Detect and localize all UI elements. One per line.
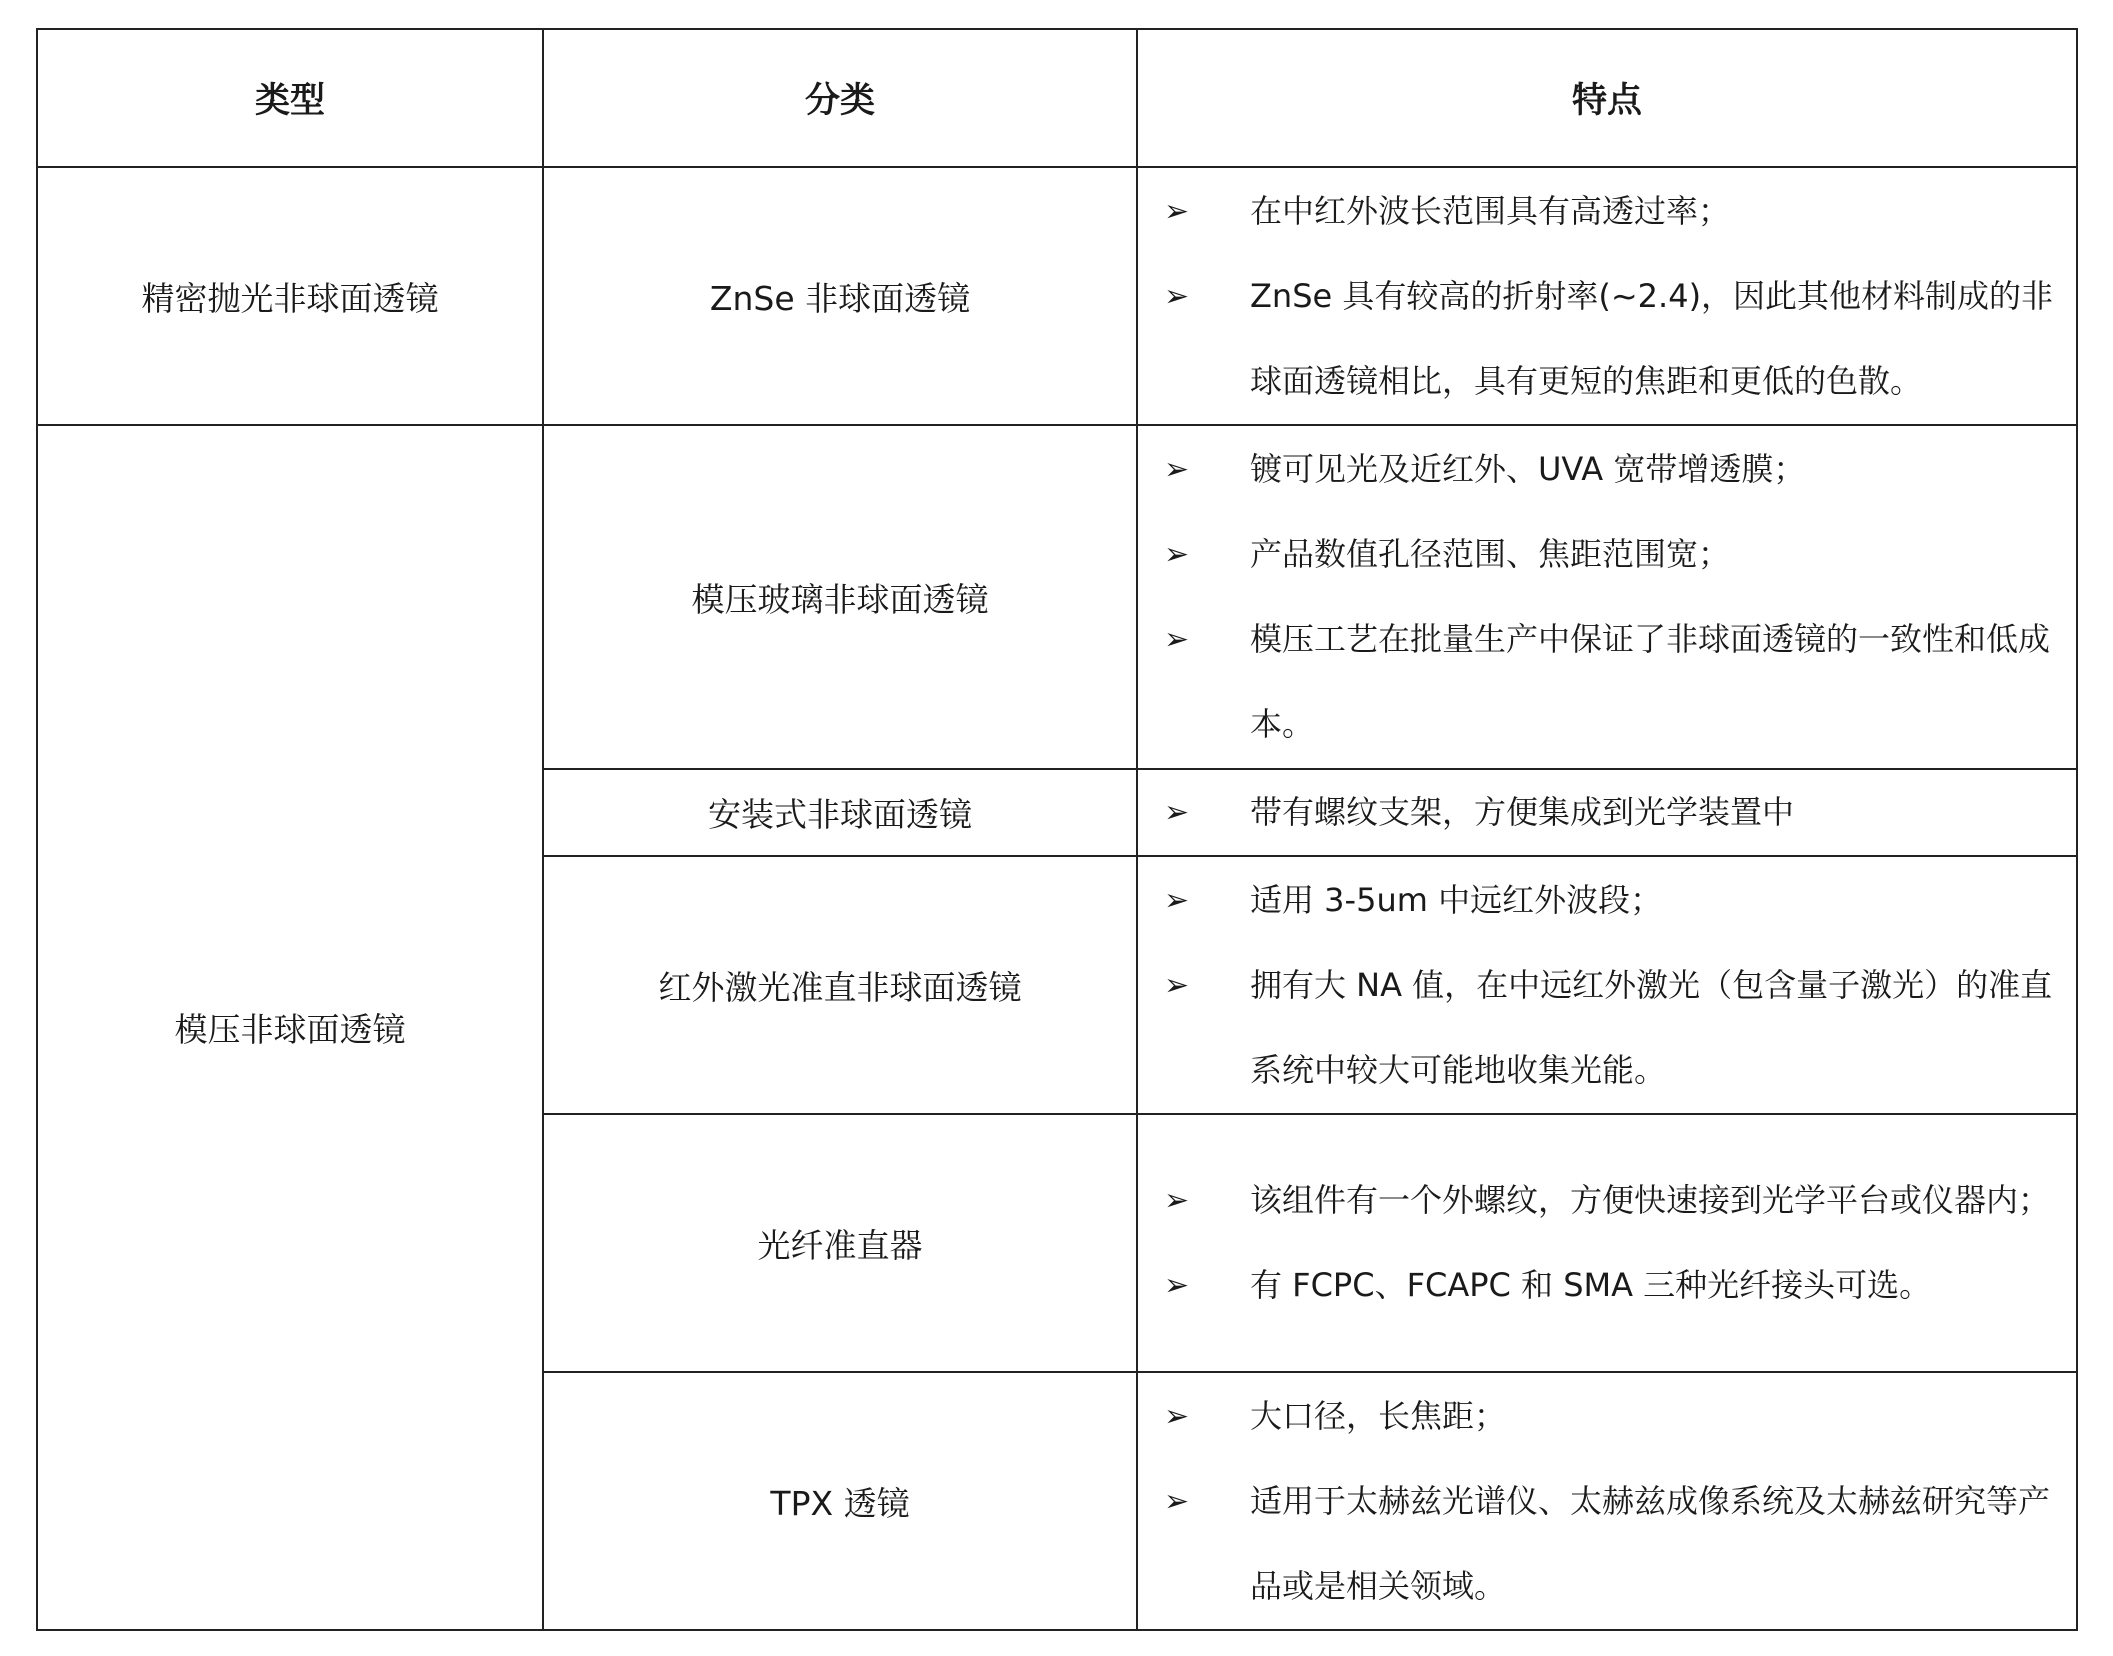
- feature-item: ➢ 适用于太赫兹光谱仪、太赫兹成像系统及太赫兹研究等产品或是相关领域。: [1164, 1459, 2066, 1629]
- type-cell: 精密抛光非球面透镜: [37, 167, 543, 425]
- arrow-bullet-icon: ➢: [1164, 1268, 1190, 1303]
- type-cell: 模压非球面透镜: [37, 425, 543, 1630]
- feature-item: ➢ 大口径，长焦距；: [1164, 1374, 2066, 1459]
- feature-item: ➢ 适用 3-5um 中远红外波段；: [1164, 858, 2066, 943]
- category-cell: TPX 透镜: [543, 1372, 1137, 1630]
- arrow-bullet-icon: ➢: [1164, 278, 1190, 314]
- header-type: 类型: [37, 29, 543, 167]
- arrow-bullet-icon: ➢: [1164, 1483, 1190, 1519]
- table-row: [37, 425, 2077, 769]
- header-features: 特点: [1137, 29, 2077, 167]
- features-cell: [1137, 167, 2077, 425]
- arrow-bullet-icon: ➢: [1164, 452, 1190, 487]
- arrow-bullet-icon: ➢: [1164, 795, 1190, 830]
- feature-item: ➢ 镀可见光及近红外、UVA 宽带增透膜；: [1164, 427, 2066, 512]
- category-cell: 光纤准直器: [543, 1114, 1137, 1372]
- feature-item: ➢ 该组件有一个外螺纹，方便快速接到光学平台或仪器内；: [1164, 1158, 2066, 1243]
- feature-item: ➢ 拥有大 NA 值，在中远红外激光（包含量子激光）的准直系统中较大可能地收集光能。: [1164, 943, 2066, 1113]
- feature-item: ➢ 有 FCPC、FCAPC 和 SMA 三种光纤接头可选。: [1164, 1243, 2066, 1328]
- feature-item: ➢ ZnSe 具有较高的折射率(~2.4)，因此其他材料制成的非球面透镜相比，具有更短的焦距和更低的色散。: [1164, 254, 2066, 424]
- feature-item: ➢ 在中红外波长范围具有高透过率；: [1164, 169, 2066, 254]
- category-cell: 模压玻璃非球面透镜: [543, 425, 1137, 769]
- features-cell: [1137, 425, 2077, 769]
- arrow-bullet-icon: ➢: [1164, 967, 1190, 1003]
- features-cell: [1137, 1114, 2077, 1372]
- lens-table: [36, 28, 2078, 1631]
- arrow-bullet-icon: ➢: [1164, 193, 1190, 229]
- category-cell: ZnSe 非球面透镜: [543, 167, 1137, 425]
- arrow-bullet-icon: ➢: [1164, 1183, 1190, 1218]
- feature-item: ➢ 带有螺纹支架，方便集成到光学装置中: [1164, 770, 2066, 855]
- feature-item: ➢ 模压工艺在批量生产中保证了非球面透镜的一致性和低成本。: [1164, 597, 2066, 767]
- table-row: [37, 167, 2077, 425]
- feature-item: ➢ 产品数值孔径范围、焦距范围宽；: [1164, 512, 2066, 597]
- features-cell: [1137, 769, 2077, 856]
- features-cell: [1137, 1372, 2077, 1630]
- arrow-bullet-icon: ➢: [1164, 882, 1190, 918]
- header-category: 分类: [543, 29, 1137, 167]
- features-cell: [1137, 856, 2077, 1114]
- category-cell: 红外激光准直非球面透镜: [543, 856, 1137, 1114]
- arrow-bullet-icon: ➢: [1164, 622, 1190, 657]
- arrow-bullet-icon: ➢: [1164, 537, 1190, 572]
- header-row: [37, 29, 2077, 167]
- category-cell: 安装式非球面透镜: [543, 769, 1137, 856]
- arrow-bullet-icon: ➢: [1164, 1398, 1190, 1434]
